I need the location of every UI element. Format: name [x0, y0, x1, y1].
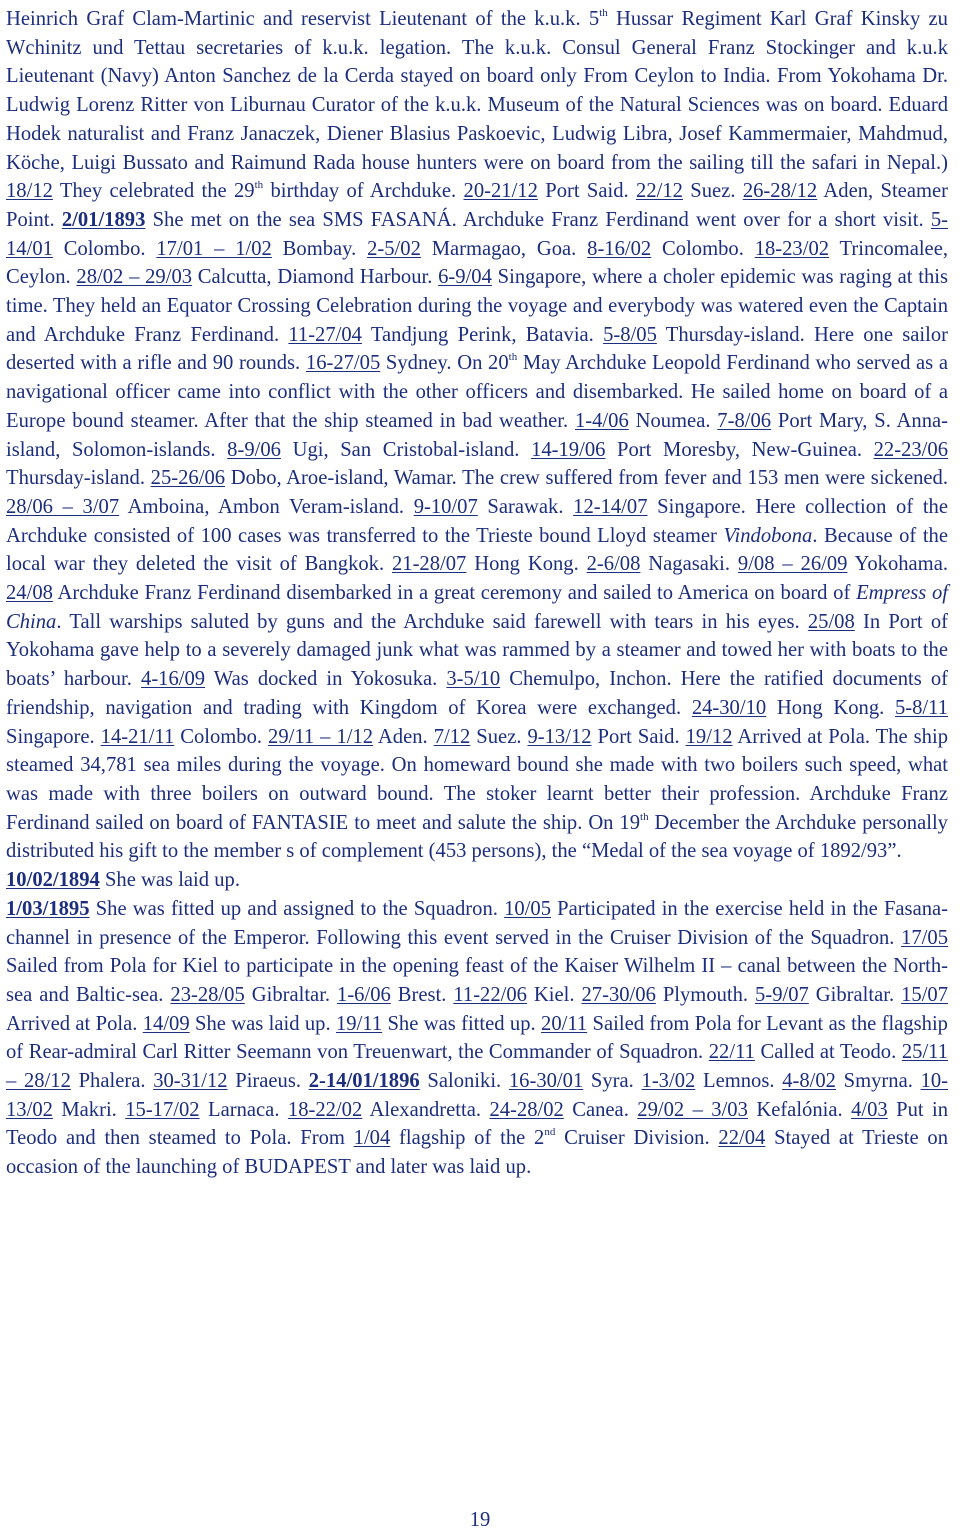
- text-run: Sailed from Pola for Kiel to participate in the opening feast of the Kaiser Wilhelm II – canal between the North-sea and Baltic-sea.: [6, 955, 948, 1006]
- date-reference: 4-16/09: [141, 668, 206, 691]
- date-reference: 14/09: [142, 1012, 190, 1035]
- text-run: Kefalónia.: [747, 1098, 852, 1121]
- date-reference: 10/05: [504, 897, 552, 920]
- date-reference: 22/04: [718, 1127, 766, 1150]
- text-run: Sailed from Pola for Levant as the flagship of Rear-admiral Carl Ritter Seemann von Treuenwart, the Commander of Squadron.: [6, 1012, 948, 1064]
- text-run: Singapore, where a choler epidemic was raging at this time. They held an Equator Crossing Celebration during the voyage and everybody was watered even the Captain and Archduke Franz Ferdinand.: [6, 266, 949, 346]
- date-reference: 7-8/06: [717, 409, 772, 432]
- date-reference: 6-9/04: [438, 266, 492, 289]
- text-run: Syra.: [583, 1070, 642, 1093]
- date-reference: 12-14/07: [573, 495, 648, 518]
- date-reference: 1/04: [353, 1127, 391, 1150]
- date-reference: 14-19/06: [531, 438, 606, 461]
- text-run: December the Archduke personally distributed his gift to the member s of complement (453 persons), the “Medal of the sea voyage of 1892/93”.: [6, 811, 948, 863]
- text-run: Participated in the exercise held in the Fasana-channel in presence of the Emperor. Following this event served in the Cruiser Division of the Squadron.: [6, 897, 949, 949]
- date-reference: 26-28/12: [742, 180, 818, 203]
- text-run: . Tall warships saluted by guns and the Archduke said farewell with tears in his eyes.: [56, 610, 808, 633]
- text-run: Marmagao, Goa.: [420, 237, 588, 260]
- text-run: Dobo, Aroe-island, Wamar. The crew suffered from fever and 153 men were sickened.: [225, 467, 948, 490]
- text-run: Smyrna.: [835, 1070, 921, 1093]
- text-run: Piraeus.: [227, 1070, 309, 1093]
- date-reference: 9/08 – 26/09: [737, 553, 848, 576]
- text-run: Called at Teodo.: [754, 1041, 902, 1064]
- text-run: Alexandretta.: [362, 1098, 490, 1121]
- text-run: Colombo.: [52, 237, 157, 260]
- date-reference: 5-9/07: [755, 983, 809, 1006]
- date-reference: 1-6/06: [337, 983, 391, 1006]
- date-reference: 17/05: [901, 926, 948, 949]
- date-reference: 2/01/1893: [61, 208, 146, 231]
- date-reference: 2-6/08: [586, 553, 641, 576]
- superscript-ordinal: nd: [544, 1126, 556, 1139]
- text-run: Noumea.: [628, 409, 718, 432]
- date-reference: 14-21/11: [100, 725, 175, 748]
- text-run: Phalera.: [70, 1070, 154, 1093]
- text-run: Trincomalee, Ceylon.: [6, 237, 948, 289]
- text-run: Stayed at Trieste on occasion of the launching of BUDAPEST and later was laid up.: [6, 1127, 948, 1179]
- text-run: Sarawak.: [477, 495, 574, 518]
- text-run: Hong Kong.: [766, 696, 895, 719]
- date-reference: 11-27/04: [288, 323, 362, 346]
- date-reference: 29/02 – 3/03: [637, 1098, 748, 1121]
- date-reference: 25/11 – 28/12: [6, 1041, 948, 1093]
- date-reference: 25/08: [807, 610, 855, 633]
- text-run: Makri.: [52, 1098, 126, 1121]
- text-run: Amboina, Ambon Veram-island.: [119, 495, 414, 518]
- date-reference: 4/03: [851, 1098, 888, 1121]
- text-run: Port Mary, S. Anna-island, Solomon-islands.: [6, 409, 948, 461]
- text-run: Put in Teodo and then steamed to Pola. From: [6, 1098, 949, 1150]
- date-reference: 25-26/06: [150, 467, 226, 490]
- text-run: She met on the sea SMS FASANÁ. Archduke Franz Ferdinand went over for a short visit.: [145, 208, 931, 231]
- date-reference: 8-9/06: [227, 438, 281, 461]
- text-run: Suez.: [470, 725, 528, 748]
- date-reference: 15/07: [901, 983, 949, 1006]
- date-reference: 16-30/01: [508, 1070, 584, 1093]
- text-run: Singapore.: [6, 725, 101, 748]
- date-reference: 16-27/05: [305, 352, 381, 375]
- text-run: Colombo.: [174, 725, 269, 748]
- text-run: Nagasaki.: [640, 553, 738, 576]
- text-run: In Port of Yokohama gave help to a severely damaged junk what was rammed by a steamer and towed her with boats to the boats’ harbour.: [6, 610, 948, 691]
- date-reference: 5-14/01: [6, 208, 948, 260]
- text-run: Larnaca.: [199, 1098, 288, 1121]
- date-reference: 5-8/05: [603, 323, 657, 346]
- text-run: Ugi, San Cristobal-island.: [280, 438, 532, 461]
- text-run: Aden, Steamer Point.: [6, 180, 948, 231]
- text-run: Gibraltar.: [244, 983, 338, 1006]
- text-run: Arrived at Pola. The ship steamed 34,781 sea miles during the voyage. On homeward bound she made with two boilers such speed, what was made with three boilers on outward bound. The stoker learnt better their profession. Archduke Franz Ferdinand sailed on board of FANTASIE to meet and salute the ship. On 19: [6, 725, 948, 834]
- text-run: Colombo.: [651, 237, 755, 260]
- text-run: Suez.: [682, 180, 743, 203]
- text-run: Heinrich Graf Clam-Martinic and reservist Lieutenant of the k.u.k. 5: [6, 8, 600, 30]
- date-reference: 21-28/07: [391, 553, 467, 576]
- date-reference: 1-3/02: [641, 1070, 696, 1093]
- text-run: Port Moresby, New-Guinea.: [605, 438, 874, 461]
- date-reference: 28/06 – 3/07: [6, 495, 120, 518]
- date-reference: 10/02/1894: [6, 869, 100, 892]
- text-run: flagship of the 2: [390, 1127, 545, 1150]
- superscript-ordinal: th: [640, 810, 649, 823]
- text-run: Port Said.: [591, 725, 686, 748]
- paragraph: [6, 866, 948, 895]
- date-reference: 24/08: [6, 582, 53, 605]
- text-run: Hussar Regiment Karl Graf Kinsky zu Wchinitz und Tettau secretaries of k.u.k. legation. The k.u.k. Consul General Franz Stockinger and k.u.k Lieutenant (Navy) Anton Sanchez de la Cerda stayed on board only From Ceylon to India. From Yokohama Dr. Ludwig Lorenz Ritter von Liburnau Curator of the k.u.k. Museum of the Natural Sciences was on board. Eduard Hodek naturalist and Franz Janaczek, Diener Blasius Paskoevic, Ludwig Libra, Josef Kammermaier, Mahdmud, Köche, Luigi Bussato and Raimund Rada house hunters were on board from the sailing till the safari in Nepal.): [6, 8, 948, 174]
- date-reference: 20/11: [541, 1012, 588, 1035]
- text-run: Singapore. Here collection of the Archduke consisted of 100 cases was transferred to the Trieste bound Lloyd steamer: [6, 495, 948, 547]
- date-reference: 1/03/1895: [6, 897, 90, 920]
- date-reference: 15-17/02: [125, 1098, 200, 1121]
- date-reference: 22/12: [636, 180, 683, 203]
- text-run: Sydney. On 20: [380, 352, 509, 375]
- page-number: 19: [469, 1509, 491, 1531]
- text-run: Was docked in Yokosuka.: [205, 668, 447, 691]
- text-run: Port Said.: [537, 180, 637, 203]
- text-run: May Archduke Leopold Ferdinand who served as a navigational officer came into conflict with the other officers and disembarked. He sailed home on board of a Europe bound steamer. After that the ship steamed in bad weather.: [6, 352, 948, 432]
- text-run: Hong Kong.: [466, 553, 587, 576]
- text-run: They celebrated the 29: [52, 180, 255, 203]
- text-run: Tandjung Perink, Batavia.: [361, 323, 604, 346]
- text-run: Calcutta, Diamond Harbour.: [192, 266, 439, 289]
- text-run: Cruiser Division.: [555, 1127, 719, 1150]
- text-run: Bombay.: [271, 237, 368, 260]
- text-run: . Because of the local war they deleted the visit of Bangkok.: [6, 524, 948, 576]
- date-reference: 9-10/07: [413, 495, 478, 518]
- date-reference: 17/01 – 1/02: [156, 237, 272, 260]
- text-run: Lemnos.: [695, 1070, 783, 1093]
- text-run: Kiel.: [526, 983, 582, 1006]
- date-reference: 1-4/06: [574, 409, 629, 432]
- date-reference: 3-5/10: [446, 668, 501, 691]
- date-reference: 20-21/12: [463, 180, 538, 203]
- date-reference: 4-8/02: [782, 1070, 836, 1093]
- text-run: Canea.: [563, 1098, 638, 1121]
- text-run: She was laid up.: [189, 1012, 336, 1035]
- date-reference: 8-16/02: [587, 237, 652, 260]
- text-run: Arrived at Pola.: [6, 1012, 143, 1035]
- text-run: Chemulpo, Inchon. Here the ratified documents of friendship, navigation and trading with Kingdom of Korea were exchanged.: [6, 668, 948, 719]
- date-reference: 18-22/02: [287, 1098, 363, 1121]
- date-reference: 27-30/06: [581, 983, 656, 1006]
- date-reference: 19/12: [685, 725, 733, 748]
- date-reference: 23-28/05: [170, 983, 245, 1006]
- date-reference: 24-28/02: [489, 1098, 564, 1121]
- date-reference: 10-13/02: [6, 1070, 949, 1121]
- text-run: Archduke Franz Ferdinand disembarked in a great ceremony and sailed to America on board of: [52, 582, 857, 605]
- date-reference: 22/11: [708, 1041, 755, 1064]
- date-reference: 7/12: [433, 725, 471, 748]
- text-run: Thursday-island.: [6, 467, 151, 490]
- text-run: She was fitted up.: [382, 1012, 542, 1035]
- text-run: Plymouth.: [655, 983, 756, 1006]
- text-run: Yokohama.: [847, 553, 948, 576]
- superscript-ordinal: th: [508, 351, 518, 364]
- ship-name: Vindobona: [723, 524, 813, 547]
- text-run: Brest.: [390, 983, 454, 1006]
- date-reference: 18/12: [6, 180, 53, 203]
- superscript-ordinal: th: [599, 7, 608, 19]
- date-reference: 18-23/02: [754, 237, 830, 260]
- text-run: Gibraltar.: [808, 983, 902, 1006]
- date-reference: 5-8/11: [894, 696, 948, 719]
- document-body: [6, 5, 948, 1182]
- date-reference: 19/11: [335, 1012, 383, 1035]
- text-run: She was fitted up and assigned to the Squadron.: [89, 897, 505, 920]
- date-reference: 22-23/06: [873, 438, 948, 461]
- date-reference: 29/11 – 1/12: [268, 725, 374, 748]
- date-reference: 28/02 – 29/03: [76, 266, 193, 289]
- ship-name: Empress of China: [6, 582, 949, 633]
- date-reference: 9-13/12: [527, 725, 592, 748]
- date-reference: 2-5/02: [367, 237, 421, 260]
- date-reference: 11-22/06: [453, 983, 527, 1006]
- superscript-ordinal: th: [254, 179, 264, 192]
- text-run: Saloniki.: [419, 1070, 509, 1093]
- text-run: birthday of Archduke.: [263, 180, 464, 203]
- text-run: She was laid up.: [99, 869, 240, 892]
- text-run: Aden.: [373, 725, 434, 748]
- paragraph: [6, 5, 948, 866]
- date-reference: 30-31/12: [153, 1070, 228, 1093]
- text-run: Thursday-island. Here one sailor deserted with a rifle and 90 rounds.: [6, 323, 949, 375]
- paragraph: [6, 895, 948, 1182]
- date-reference: 24-30/10: [691, 696, 767, 719]
- date-reference: 2-14/01/1896: [308, 1070, 420, 1093]
